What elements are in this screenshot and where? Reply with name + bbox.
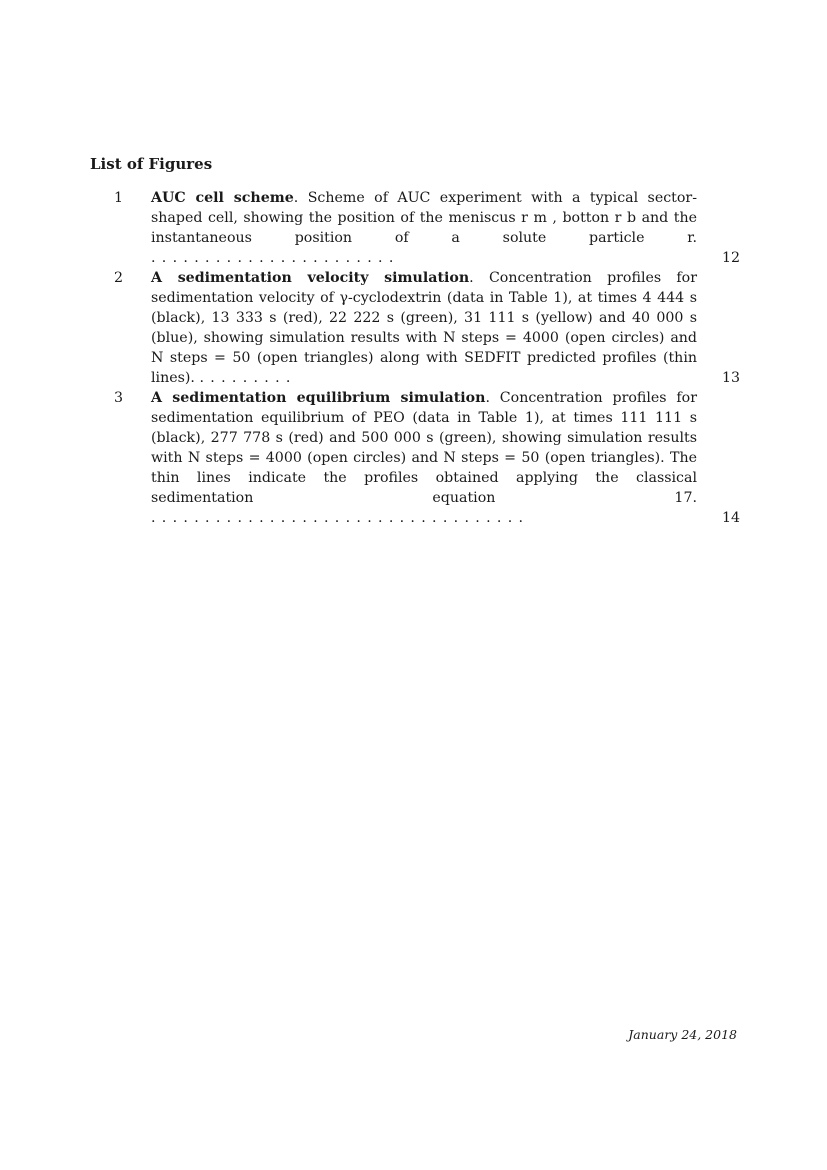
figure-page-number[interactable]: 13 <box>721 370 740 386</box>
figure-number: 2 <box>113 270 123 286</box>
leader-dots: ......... <box>199 370 297 386</box>
figure-caption-text: . Concentration profiles for sedimentation velocity of γ-cyclodextrin (data in Table 1), at times 4 444 s (black), 13 333 s (red), 22 222 s (green), 31 111 s (yellow) and 40 000 s (blue), showing simulation results with N steps = 4000 (open circles) and N steps = 50 (open triangles) along with SEDFIT predicted profiles (thin lines). <box>151 270 697 386</box>
figure-entry-1[interactable] <box>90 188 740 268</box>
figure-entry-3[interactable] <box>90 388 740 528</box>
footer-date: January 24, 2018 <box>628 1027 737 1042</box>
figure-title: A sedimentation equilibrium simulation <box>151 390 486 406</box>
figure-caption <box>151 188 697 268</box>
figure-title: A sedimentation velocity simulation <box>151 270 470 286</box>
figure-caption-text: . Scheme of AUC experiment with a typical sector-shaped cell, showing the position of the meniscus r m , botton r b and the instantaneous position of a solute particle r. <box>151 190 697 246</box>
figure-entry-2[interactable] <box>90 268 740 388</box>
figure-caption-text: . Concentration profiles for sedimentation equilibrium of PEO (data in Table 1), at times 111 111 s (black), 277 778 s (red) and 500 000 s (green), showing simulation results with N steps = 4000 (open circles) and N steps = 50 (open triangles). The thin lines indicate the profiles obtained applying the classical sedimentation equation 17. <box>151 390 697 506</box>
leader-dots: ................................... <box>151 510 530 526</box>
figure-page-number[interactable]: 14 <box>721 510 740 526</box>
figure-title: AUC cell scheme <box>151 190 294 206</box>
figure-caption <box>151 268 697 388</box>
figure-number: 1 <box>113 190 123 206</box>
page-title: List of Figures <box>90 155 213 173</box>
figure-page-number[interactable]: 12 <box>721 250 740 266</box>
figure-number: 3 <box>113 390 123 406</box>
list-of-figures <box>90 188 740 528</box>
figure-caption <box>151 388 697 528</box>
leader-dots: ....................... <box>151 250 400 266</box>
